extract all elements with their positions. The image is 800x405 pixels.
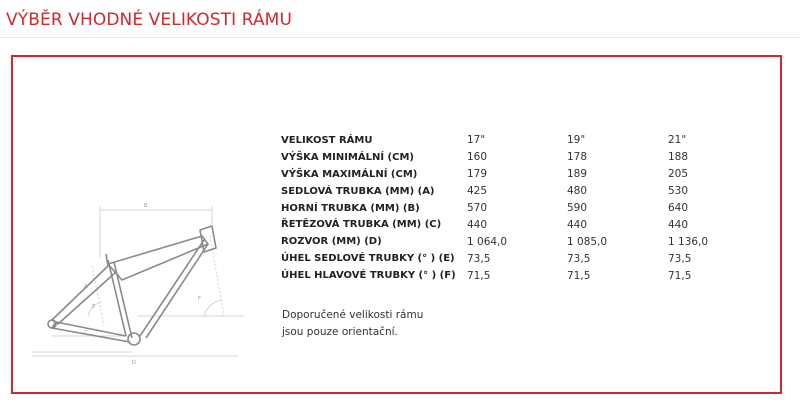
size-value-cell: 570	[467, 202, 488, 214]
table-row	[281, 200, 728, 217]
page-title: VÝBĚR VHODNÉ VELIKOSTI RÁMU	[6, 10, 292, 30]
table-row	[281, 250, 728, 267]
size-disclaimer	[282, 307, 423, 341]
table-row	[281, 216, 728, 233]
size-value-cell: 640	[668, 202, 689, 214]
table-row	[281, 132, 728, 149]
disclaimer-line-2: jsou pouze orientační.	[282, 326, 398, 338]
dim-b-letter: B	[144, 203, 148, 209]
dim-c-letter: C	[84, 330, 88, 336]
size-value-cell: 480	[567, 185, 588, 198]
table-row	[281, 149, 728, 166]
row-label: VÝŠKA MINIMÁLNÍ (CM)	[281, 151, 414, 163]
size-value-cell: 21"	[668, 134, 687, 147]
size-value-cell: 590	[567, 202, 588, 214]
dim-e-letter: E	[92, 304, 96, 310]
size-value-cell: 440	[668, 218, 689, 231]
table-row	[281, 267, 728, 284]
size-value-cell: 1 064,0	[467, 235, 508, 248]
size-value-cell: 189	[567, 168, 588, 181]
size-value-cell: 17"	[467, 134, 486, 147]
row-label: ROZVOR (MM) (D)	[281, 236, 382, 248]
size-value-cell: 440	[467, 218, 488, 231]
size-value-cell: 179	[467, 168, 488, 181]
disclaimer-line-1: Doporučené velikosti rámu	[282, 309, 424, 321]
row-label: ŘETĚZOVÁ TRUBKA (MM) (C)	[281, 219, 442, 231]
size-value-cell: 73,5	[567, 252, 591, 265]
size-value-cell: 71,5	[467, 269, 491, 282]
size-value-cell: 425	[467, 185, 488, 198]
size-value-cell: 530	[668, 185, 689, 198]
row-label: HORNÍ TRUBKA (MM) (B)	[281, 202, 420, 214]
dim-f-letter: F	[198, 296, 201, 302]
size-value-cell: 71,5	[668, 269, 692, 282]
row-label: SEDLOVÁ TRUBKA (MM) (A)	[281, 185, 435, 197]
size-value-cell: 73,5	[668, 252, 692, 265]
table-row	[281, 233, 728, 250]
size-value-cell: 205	[668, 168, 689, 181]
row-label: ÚHEL SEDLOVÉ TRUBKY (° ) (E)	[281, 253, 455, 265]
title-divider	[0, 37, 800, 38]
table-row	[281, 166, 728, 183]
row-label: VELIKOST RÁMU	[281, 134, 373, 146]
size-value-cell: 160	[467, 151, 488, 164]
size-value-cell: 19"	[567, 134, 586, 147]
dim-a-letter: A	[84, 284, 88, 290]
size-value-cell: 1 085,0	[567, 235, 608, 248]
dim-d-letter: D	[132, 360, 136, 366]
bike-frame-geometry-diagram	[22, 196, 252, 366]
size-value-cell: 1 136,0	[668, 235, 709, 248]
row-label: ÚHEL HLAVOVÉ TRUBKY (° ) (F)	[281, 270, 456, 282]
size-value-cell: 73,5	[467, 252, 491, 265]
table-row	[281, 183, 728, 200]
row-label: VÝŠKA MAXIMÁLNÍ (CM)	[281, 168, 418, 180]
size-value-cell: 440	[567, 218, 588, 231]
frame-size-table	[281, 132, 728, 284]
size-value-cell: 188	[668, 151, 689, 164]
size-value-cell: 178	[567, 151, 588, 164]
size-value-cell: 71,5	[567, 269, 591, 282]
